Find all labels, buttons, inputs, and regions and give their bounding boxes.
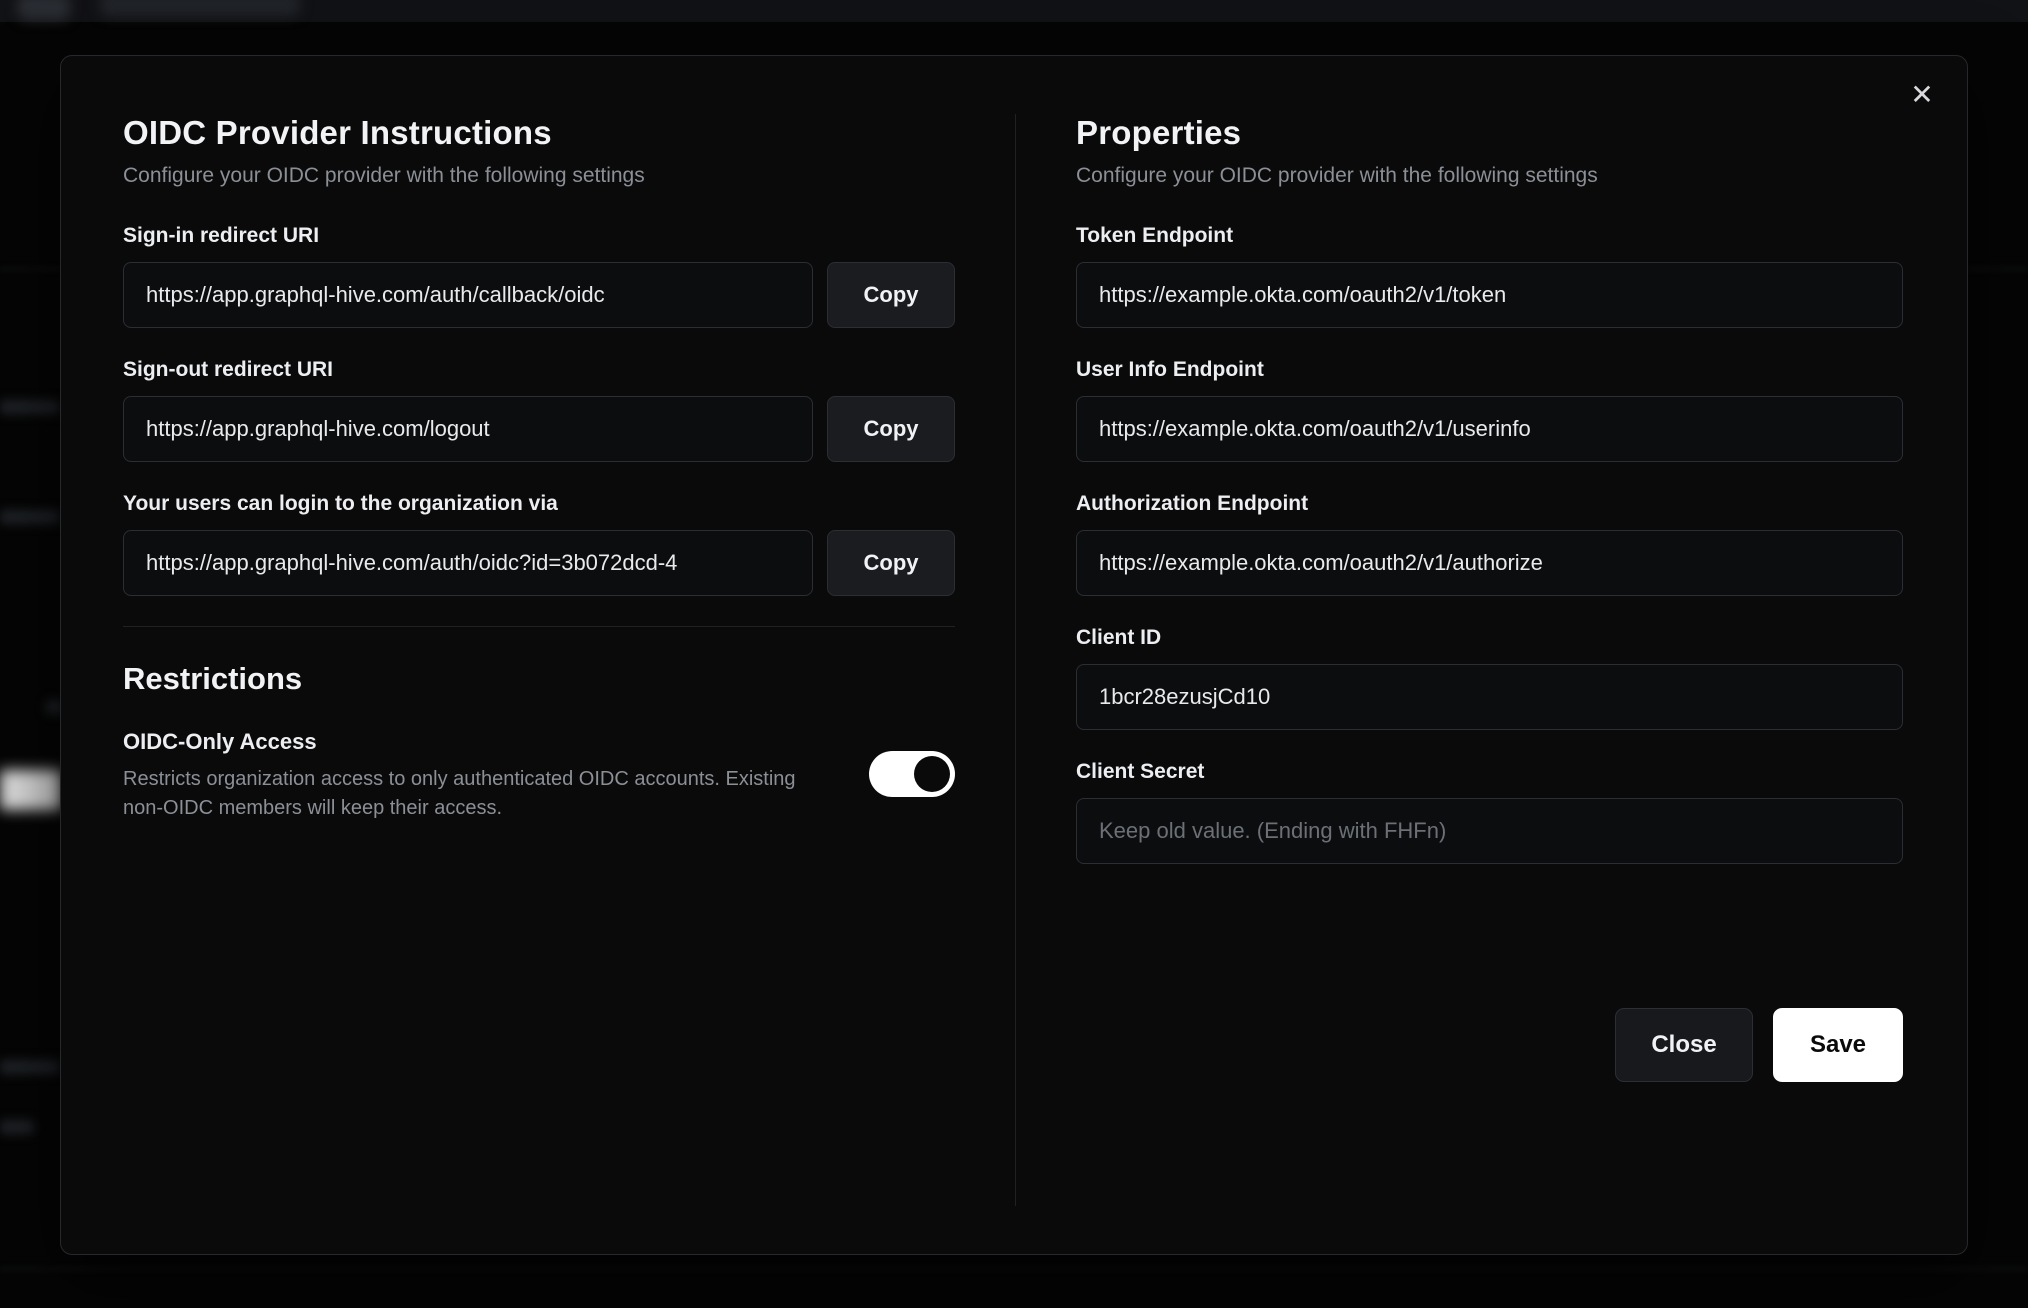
field-signin-redirect	[123, 224, 955, 328]
background-chip	[100, 0, 300, 16]
background-highlight	[0, 770, 62, 810]
background-sidebar-item	[0, 1060, 60, 1074]
signin-redirect-uri-input[interactable]	[123, 262, 813, 328]
field-label: Authorization Endpoint	[1076, 492, 1309, 515]
oidc-provider-modal	[60, 55, 1968, 1255]
field-user-info-endpoint	[1076, 358, 1903, 462]
close-icon[interactable]: ✕	[1899, 72, 1945, 118]
field-label: Your users can login to the organization via	[123, 492, 558, 515]
signout-redirect-uri-input[interactable]	[123, 396, 813, 462]
copy-signin-redirect-button[interactable]: Copy	[827, 262, 955, 328]
field-login-url	[123, 492, 955, 596]
organization-login-url-input[interactable]	[123, 530, 813, 596]
client-id-input[interactable]	[1076, 664, 1903, 730]
field-client-id	[1076, 626, 1903, 730]
dialog-actions	[1615, 1008, 1903, 1082]
instructions-panel	[61, 114, 1016, 1206]
properties-title: Properties	[1076, 114, 1242, 151]
field-signout-redirect	[123, 358, 955, 462]
field-label: Client Secret	[1076, 760, 1205, 783]
token-endpoint-input[interactable]	[1076, 262, 1903, 328]
oidc-only-access-description: Restricts organization access to only authenticated OIDC accounts. Existing non-OIDC members will keep their access.	[123, 768, 796, 819]
field-label: Sign-in redirect URI	[123, 224, 320, 247]
field-label: User Info Endpoint	[1076, 358, 1264, 381]
oidc-only-access-toggle[interactable]	[869, 751, 955, 797]
close-button[interactable]: Close	[1615, 1008, 1753, 1082]
field-client-secret	[1076, 760, 1903, 864]
section-divider	[123, 626, 955, 627]
properties-panel	[1016, 114, 1967, 1254]
restrictions-title: Restrictions	[123, 661, 303, 696]
user-info-endpoint-input[interactable]	[1076, 396, 1903, 462]
background-divider	[0, 1268, 2028, 1270]
oidc-only-access-label: OIDC-Only Access	[123, 729, 317, 754]
toggle-knob	[914, 756, 950, 792]
background-topbar	[0, 0, 2028, 22]
field-token-endpoint	[1076, 224, 1903, 328]
save-button[interactable]: Save	[1773, 1008, 1903, 1082]
field-label: Client ID	[1076, 626, 1162, 649]
properties-subtitle: Configure your OIDC provider with the following settings	[1076, 164, 1598, 187]
background-sidebar-item	[0, 1120, 34, 1134]
copy-signout-redirect-button[interactable]: Copy	[827, 396, 955, 462]
page-subtitle: Configure your OIDC provider with the following settings	[123, 164, 645, 187]
field-authorization-endpoint	[1076, 492, 1903, 596]
background-sidebar-item	[0, 510, 60, 524]
field-label: Token Endpoint	[1076, 224, 1234, 247]
client-secret-input[interactable]	[1076, 798, 1903, 864]
oidc-only-access-row	[123, 729, 955, 823]
field-label: Sign-out redirect URI	[123, 358, 334, 381]
copy-login-url-button[interactable]: Copy	[827, 530, 955, 596]
background-sidebar-item	[0, 400, 60, 414]
background-chip	[18, 0, 70, 20]
page-title: OIDC Provider Instructions	[123, 114, 552, 151]
authorization-endpoint-input[interactable]	[1076, 530, 1903, 596]
